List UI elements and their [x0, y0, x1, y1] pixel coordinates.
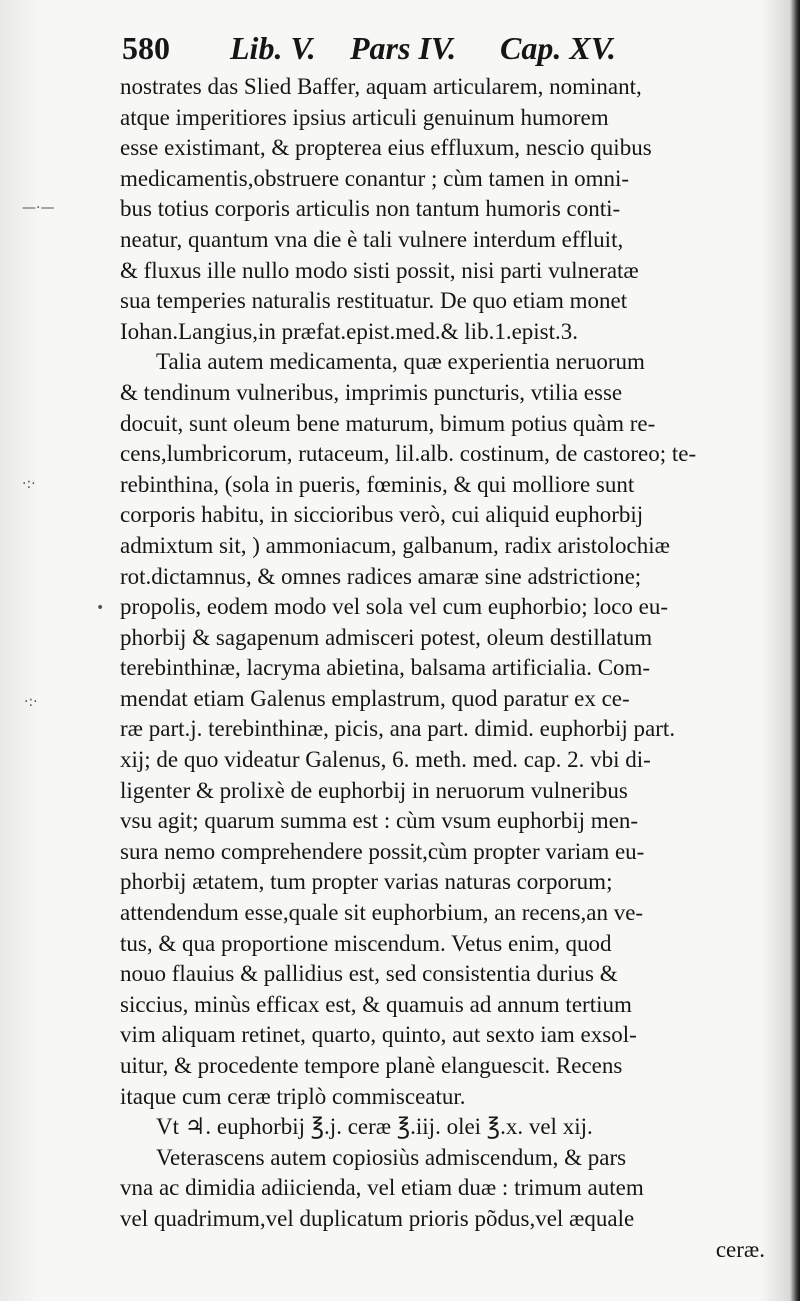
text-line: xij; de quo videatur Galenus, 6. meth. med. cap. 2. vbi di-: [120, 747, 651, 773]
text-line: propolis, eodem modo vel sola vel cum euphorbio; loco eu-: [120, 594, 669, 620]
page-number: 580: [122, 30, 170, 66]
text-line: nouo flauius & pallidius est, sed consistentia durius &: [120, 961, 618, 987]
text-line: sua temperies naturalis restituatur. De quo etiam monet: [120, 288, 628, 314]
margin-mark: —·—: [22, 200, 55, 216]
text-line: phorbij & sagapenum admisceri potest, oleum destillatum: [120, 624, 653, 650]
recipe-line: Vt ♃. euphorbij ℥.j. ceræ ℥.iij. olei ℥.x. vel xij.: [156, 1114, 593, 1140]
text-line: rebinthina, (sola in pueris, fœminis, & qui molliore sunt: [120, 471, 635, 497]
text-line: rot.dictamnus, & omnes radices amaræ sine adstrictione;: [120, 563, 642, 589]
text-line: vsu agit; quarum summa est : cùm vsum euphorbij men-: [120, 808, 639, 834]
text-line: itaque cum ceræ triplò commisceatur.: [120, 1083, 466, 1109]
header-lib: Lib. V.: [230, 30, 316, 66]
text-line: Talia autem medicamenta, quæ experientia neruorum: [156, 349, 645, 375]
text-line: ligenter & prolixè de euphorbij in neruorum vulneribus: [120, 777, 628, 803]
text-line: uitur, & procedente tempore planè elanguescit. Recens: [120, 1053, 623, 1078]
text-line: corporis habitu, in siccioribus verò, cui aliquid euphorbij: [120, 502, 644, 528]
text-line: & fluxus ille nullo modo sisti possit, nisi parti vulneratæ: [120, 257, 639, 283]
text-line: neatur, quantum vna die è tali vulnere interdum effluit,: [120, 226, 624, 252]
text-line: vel quadrimum,vel duplicatum prioris põdus,vel æquale: [120, 1205, 635, 1231]
text-line: phorbij ætatem, tum propter varias naturas corporum;: [120, 869, 613, 895]
text-line: terebinthinæ, lacryma abietina, balsama artificialia. Com-: [120, 655, 651, 681]
text-line: Iohan.Langius,in præfat.epist.med.& lib.1.epist.3.: [120, 318, 579, 344]
text-line: bus totius corporis articulis non tantum humoris conti-: [120, 196, 621, 222]
margin-mark: •: [96, 600, 105, 616]
text-line: ræ part.j. terebinthinæ, picis, ana part. dimid. euphorbij part.: [120, 716, 676, 742]
text-line: & tendinum vulneribus, imprimis puncturis, vtilia esse: [120, 379, 623, 405]
text-line: esse existimant, & propterea eius effluxum, nescio quibus: [120, 135, 652, 161]
text-line: medicamentis,obstruere conantur ; cùm tamen in omni-: [120, 165, 630, 191]
text-line: tus, & qua proportione miscendum. Vetus enim, quod: [120, 930, 612, 956]
text-line: admixtum sit, ) ammoniacum, galbanum, radix aristolochiæ: [120, 532, 670, 558]
margin-mark: ·:·: [24, 694, 38, 710]
running-header: [122, 28, 682, 68]
text-line: attendendum esse,quale sit euphorbium, an recens,an ve-: [120, 900, 644, 926]
text-line: siccius, minùs efficax est, & quamuis ad annum tertium: [120, 991, 632, 1017]
text-line: mendat etiam Galenus emplastrum, quod paratur ex ce-: [120, 685, 630, 711]
text-line: vim aliquam retinet, quarto, quinto, aut sexto iam exsol-: [120, 1022, 637, 1048]
text-body: [120, 72, 765, 1265]
text-line: nostrates das Slied Baffer, aquam articularem, nominant,: [120, 74, 642, 99]
margin-mark: ·:·: [22, 476, 36, 492]
header-pars: Pars IV.: [350, 30, 457, 66]
text-line: docuit, sunt oleum bene maturum, bimum potius quàm re-: [120, 410, 656, 436]
text-line: ceræ.: [715, 1236, 765, 1262]
text-line: atque imperitiores ipsius articuli genuinum humorem: [120, 104, 609, 130]
text-line: sura nemo comprehendere possit,cùm propter variam eu-: [120, 838, 645, 864]
text-line: cens,lumbricorum, rutaceum, lil.alb. costinum, de castoreo; te-: [120, 441, 697, 467]
header-cap: Cap. XV.: [500, 30, 616, 66]
text-line: Veterascens autem copiosiùs admiscendum, & pars: [156, 1144, 627, 1170]
text-line: vna ac dimidia adiicienda, vel etiam duæ : trimum autem: [120, 1175, 644, 1201]
